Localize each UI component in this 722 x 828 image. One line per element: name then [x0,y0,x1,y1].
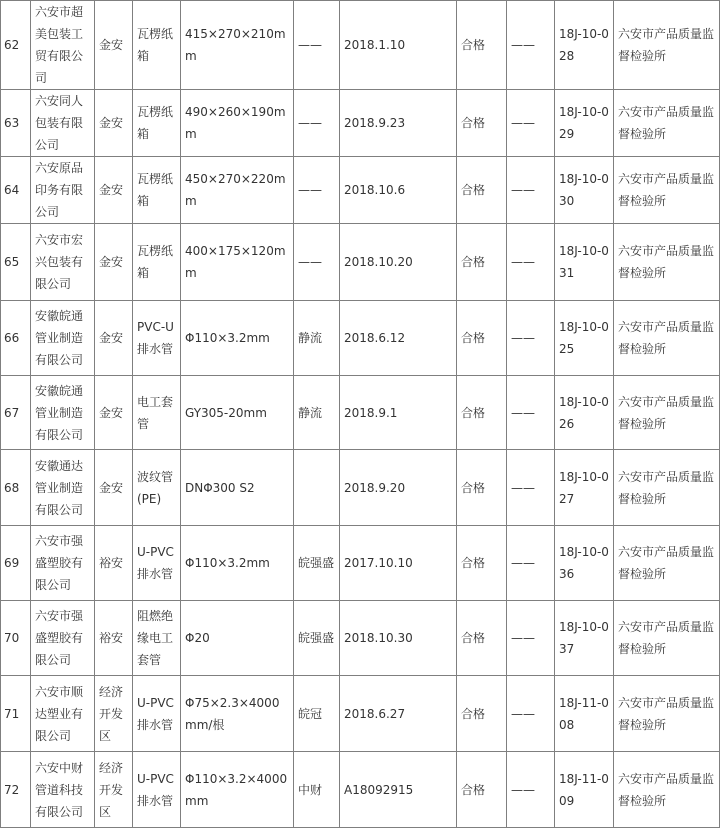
report-number-cell: 18J-10-037 [555,601,614,676]
report-number-cell: 18J-10-025 [555,301,614,376]
table-row [1,157,720,224]
specification-cell: 450×270×220mm [181,157,294,224]
production-date-cell: 2018.6.12 [340,301,457,376]
report-number-cell: 18J-10-036 [555,526,614,601]
result-cell: 合格 [457,601,507,676]
company-name-cell: 六安市强盛塑胶有限公司 [31,601,95,676]
row-number-cell: 64 [1,157,31,224]
row-number-cell: 62 [1,1,31,90]
remark-cell: —— [507,224,555,301]
specification-cell: GY305-20mm [181,376,294,450]
result-cell: 合格 [457,526,507,601]
production-date-cell: 2018.9.23 [340,90,457,157]
table-row [1,526,720,601]
result-cell: 合格 [457,157,507,224]
table-row [1,376,720,450]
specification-cell: Φ110×3.2mm [181,526,294,601]
brand-cell: 静流 [294,301,340,376]
specification-cell: 490×260×190mm [181,90,294,157]
result-cell: 合格 [457,90,507,157]
region-cell: 金安 [95,1,133,90]
product-name-cell: 瓦楞纸箱 [133,1,181,90]
company-name-cell: 六安中财管道科技有限公司 [31,752,95,828]
specification-cell: DNΦ300 S2 [181,450,294,526]
company-name-cell: 六安原品印务有限公司 [31,157,95,224]
inspection-agency-cell: 六安市产品质量监督检验所 [614,90,720,157]
product-name-cell: 阻燃绝缘电工套管 [133,601,181,676]
production-date-cell: 2018.6.27 [340,676,457,752]
remark-cell: —— [507,601,555,676]
remark-cell: —— [507,450,555,526]
product-name-cell: 瓦楞纸箱 [133,157,181,224]
row-number-cell: 70 [1,601,31,676]
region-cell: 经济开发区 [95,676,133,752]
brand-cell: —— [294,157,340,224]
result-cell: 合格 [457,301,507,376]
inspection-agency-cell: 六安市产品质量监督检验所 [614,224,720,301]
remark-cell: —— [507,676,555,752]
product-name-cell: 瓦楞纸箱 [133,90,181,157]
report-number-cell: 18J-10-031 [555,224,614,301]
table-row [1,676,720,752]
region-cell: 裕安 [95,526,133,601]
company-name-cell: 安徽皖通管业制造有限公司 [31,376,95,450]
report-number-cell: 18J-10-026 [555,376,614,450]
remark-cell: —— [507,301,555,376]
specification-cell: Φ75×2.3×4000mm/根 [181,676,294,752]
specification-cell: Φ110×3.2mm [181,301,294,376]
brand-cell: —— [294,224,340,301]
row-number-cell: 63 [1,90,31,157]
remark-cell: —— [507,90,555,157]
row-number-cell: 72 [1,752,31,828]
result-cell: 合格 [457,752,507,828]
row-number-cell: 66 [1,301,31,376]
inspection-agency-cell: 六安市产品质量监督检验所 [614,376,720,450]
specification-cell: 415×270×210mm [181,1,294,90]
brand-cell: —— [294,90,340,157]
inspection-agency-cell: 六安市产品质量监督检验所 [614,1,720,90]
table-body [1,1,720,828]
brand-cell: 中财 [294,752,340,828]
result-cell: 合格 [457,376,507,450]
row-number-cell: 69 [1,526,31,601]
report-number-cell: 18J-10-029 [555,90,614,157]
region-cell: 裕安 [95,601,133,676]
company-name-cell: 六安市强盛塑胶有限公司 [31,526,95,601]
company-name-cell: 六安市顺达塑业有限公司 [31,676,95,752]
specification-cell: Φ20 [181,601,294,676]
region-cell: 金安 [95,450,133,526]
region-cell: 金安 [95,301,133,376]
production-date-cell: 2018.10.20 [340,224,457,301]
report-number-cell: 18J-10-028 [555,1,614,90]
product-name-cell: PVC-U排水管 [133,301,181,376]
brand-cell: 皖强盛 [294,526,340,601]
report-number-cell: 18J-11-009 [555,752,614,828]
company-name-cell: 安徽皖通管业制造有限公司 [31,301,95,376]
remark-cell: —— [507,1,555,90]
brand-cell: —— [294,1,340,90]
inspection-agency-cell: 六安市产品质量监督检验所 [614,752,720,828]
production-date-cell: 2017.10.10 [340,526,457,601]
remark-cell: —— [507,752,555,828]
table-row [1,1,720,90]
brand-cell: 皖强盛 [294,601,340,676]
table-row [1,601,720,676]
company-name-cell: 六安同人包装有限公司 [31,90,95,157]
production-date-cell: 2018.1.10 [340,1,457,90]
company-name-cell: 安徽通达管业制造有限公司 [31,450,95,526]
remark-cell: —— [507,157,555,224]
inspection-agency-cell: 六安市产品质量监督检验所 [614,450,720,526]
remark-cell: —— [507,376,555,450]
region-cell: 金安 [95,157,133,224]
row-number-cell: 68 [1,450,31,526]
specification-cell: Φ110×3.2×4000mm [181,752,294,828]
row-number-cell: 65 [1,224,31,301]
brand-cell: 静流 [294,376,340,450]
table-row [1,752,720,828]
brand-cell: 皖冠 [294,676,340,752]
company-name-cell: 六安市超美包装工贸有限公司 [31,1,95,90]
product-name-cell: U-PVC排水管 [133,526,181,601]
row-number-cell: 71 [1,676,31,752]
table-row [1,450,720,526]
company-name-cell: 六安市宏兴包装有限公司 [31,224,95,301]
production-date-cell: 2018.10.30 [340,601,457,676]
production-date-cell: 2018.9.20 [340,450,457,526]
result-cell: 合格 [457,676,507,752]
region-cell: 经济开发区 [95,752,133,828]
report-number-cell: 18J-10-030 [555,157,614,224]
remark-cell: —— [507,526,555,601]
production-date-cell: 2018.10.6 [340,157,457,224]
report-number-cell: 18J-10-027 [555,450,614,526]
table-row [1,90,720,157]
result-cell: 合格 [457,1,507,90]
region-cell: 金安 [95,376,133,450]
region-cell: 金安 [95,224,133,301]
product-name-cell: 电工套管 [133,376,181,450]
region-cell: 金安 [95,90,133,157]
inspection-agency-cell: 六安市产品质量监督检验所 [614,157,720,224]
result-cell: 合格 [457,224,507,301]
inspection-agency-cell: 六安市产品质量监督检验所 [614,601,720,676]
specification-cell: 400×175×120mm [181,224,294,301]
report-number-cell: 18J-11-008 [555,676,614,752]
brand-cell [294,450,340,526]
inspection-agency-cell: 六安市产品质量监督检验所 [614,526,720,601]
product-name-cell: U-PVC排水管 [133,676,181,752]
row-number-cell: 67 [1,376,31,450]
inspection-agency-cell: 六安市产品质量监督检验所 [614,301,720,376]
production-date-cell: 2018.9.1 [340,376,457,450]
product-name-cell: U-PVC排水管 [133,752,181,828]
product-name-cell: 波纹管(PE) [133,450,181,526]
result-cell: 合格 [457,450,507,526]
inspection-agency-cell: 六安市产品质量监督检验所 [614,676,720,752]
table-row [1,224,720,301]
table-row [1,301,720,376]
product-name-cell: 瓦楞纸箱 [133,224,181,301]
production-date-cell: A18092915 [340,752,457,828]
